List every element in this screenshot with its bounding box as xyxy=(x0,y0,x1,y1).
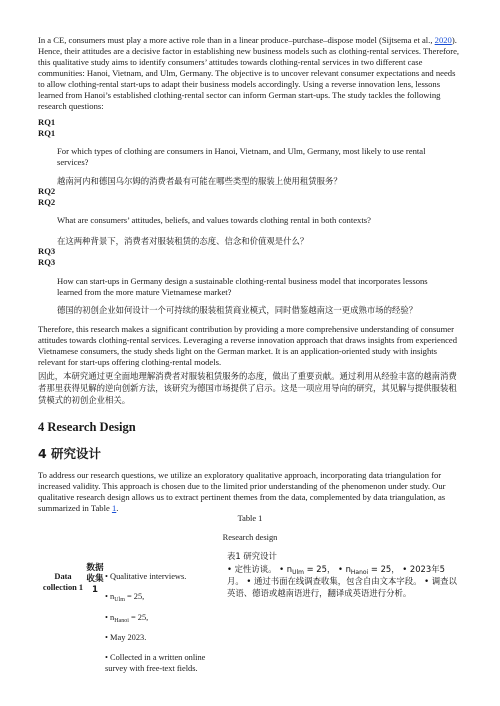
rq1-label-repeat: RQ1 xyxy=(38,128,56,138)
rq1-question: For which types of clothing are consumers in Hanoi, Vietnam, and Ulm, Germany, most likely to use rental services? xyxy=(57,146,426,167)
intro-paragraph xyxy=(38,35,464,112)
table-item-n-ulm: • $n_{Ulm} = 25$, xyxy=(105,592,145,603)
rq3-question-zh: 德国的初创企业如何设计一个可持续的服装租赁商业模式，同时借鉴越南这一更成熟市场的经验？ xyxy=(57,305,418,315)
rq1-question-zh: 越南河内和德国乌尔姆的消费者最有可能在哪些类型的服装上使用租赁服务？ xyxy=(57,176,342,186)
rq3-label-repeat: RQ3 xyxy=(38,257,56,267)
rq2-question-zh: 在这两种背景下，消费者对服装租赁的态度、信念和价值观是什么？ xyxy=(57,236,309,246)
rq3-label: RQ3 xyxy=(38,246,56,256)
intro-text-rest: ). Hence, their attitudes are a decisive factor in establishing new business models such as clothing-rental services. Therefore, this qualitative study aims to identify consumers’ attitudes towards clothing-rental services in two different case communities: Hanoi, Vietnam, and Ulm, Germany. The objective is to uncover relevant consumer expectations and needs to allow clothing-rental start-ups to adapt their business models accordingly. Using a reverse innovation lens, lessons learned from Hanoi’s established clothing-rental sector can inform German start-ups. The study tackles the following research questions: xyxy=(38,35,460,111)
rq2-label: RQ2 xyxy=(38,186,56,196)
research-design-text: To address our research questions, we utilize an exploratory qualitative approach, incorporating data triangulation for increased validity. This approach is chosen due to the limited prior understanding of the phenomenon under study. Our qualitative research design allows us to extract pertinent themes from the data, complemented by data triangulation, as summarized in Table xyxy=(38,470,446,513)
table-label: Table 1 xyxy=(237,514,263,523)
table-caption-zh: 表1 研究设计 xyxy=(227,551,277,561)
section-title: 4 Research Design xyxy=(38,420,136,434)
therefore-paragraph-zh: 因此，本研究通过更全面地理解消费者对服装租赁服务的态度，做出了重要贡献。通过利用从经验丰富的越南消费者那里获得见解的逆向创新方法，该研究为德国市场提供了启示。这是一项应用导向的研究，其见解与提供服装租赁模式的初创企业相关。 xyxy=(38,371,457,405)
table-item-qualitative: • Qualitative interviews. xyxy=(105,572,187,581)
section-title-zh: 4 研究设计 xyxy=(38,446,102,461)
table-row-header: Data collection 1 xyxy=(42,572,84,592)
table-item-collected: • Collected in a written online survey with free-text fields. xyxy=(105,653,206,673)
rq1-label: RQ1 xyxy=(38,117,56,127)
research-design-paragraph xyxy=(38,470,466,514)
table-item-date: • May 2023. xyxy=(105,633,147,642)
table-link[interactable]: 1 xyxy=(111,503,117,513)
table-cell-zh: • 定性访谈。 • $n_{Ulm} = 25$， • $n_{Hanoi} = 25$， • 2023年5月。 • 通过书面在线调查收集，包含自由文本字段。 • 调查以英语、德语或越南语进行，翻译成英语进行分析。 xyxy=(227,564,457,598)
intro-text: In a CE, consumers must play a more active role than in a linear produce–purchase–dispose model (Sijtsema et al., xyxy=(38,35,435,45)
table-row-header-zh: 数据收集 1 xyxy=(86,563,104,595)
therefore-paragraph: Therefore, this research makes a significant contribution by providing a more comprehensive understanding of consumer attitudes towards clothing-rental services. Leveraging a reverse innovation approach that draws insights from experienced Vietnamese consumers, the study sheds light on the German market. It is an application-oriented study with insights relevant for start-ups offering clothing-rental models. xyxy=(38,324,458,367)
table-caption: Research design xyxy=(222,533,278,542)
table-item-n-hanoi: • $n_{Hanoi} = 25$, xyxy=(105,613,149,624)
rq3-question: How can start-ups in Germany design a sustainable clothing-rental business model that incorporates lessons learned from the more mature Vietnamese market? xyxy=(57,276,428,297)
citation-link[interactable]: 2020 xyxy=(434,35,452,45)
rq2-label-repeat: RQ2 xyxy=(38,197,56,207)
research-design-text-end: . xyxy=(116,503,119,513)
rq2-question: What are consumers’ attitudes, beliefs, and values towards clothing rental in both contexts? xyxy=(57,215,371,225)
